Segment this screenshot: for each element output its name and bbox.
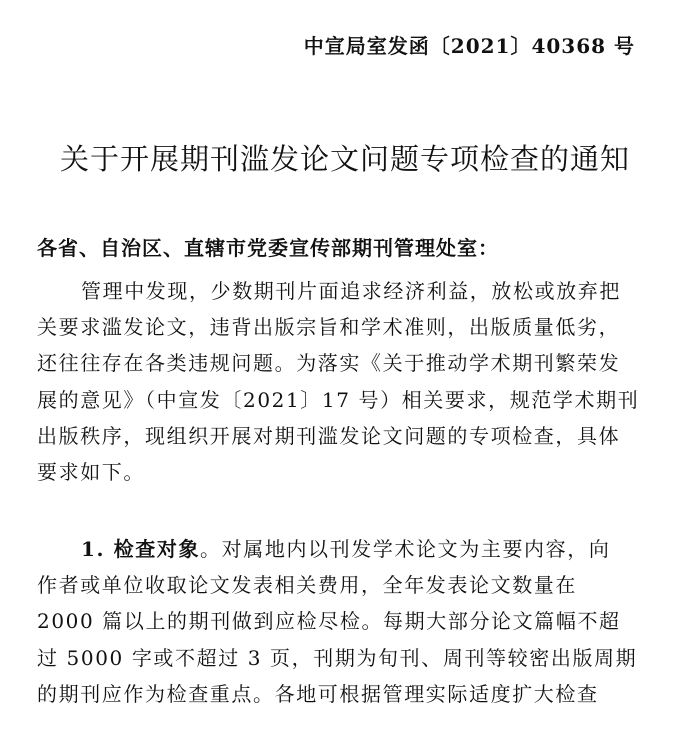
paragraph-line: 过 5000 字或不超过 3 页，刊期为旬刊、周刊等较密出版周期	[37, 645, 638, 670]
paragraph-text: 。对属地内以刊发学术论文为主要内容，向	[200, 537, 611, 561]
paragraph-line: 展的意见》（中宣发〔2021〕17 号）相关要求，规范学术期刊	[37, 387, 640, 412]
document-number: 中宣局室发函〔2021〕40368 号	[303, 34, 635, 58]
paragraph-line: 出版秩序，现组织开展对期刊滥发论文问题的专项检查，具体	[37, 423, 621, 448]
paragraph-line	[37, 531, 657, 567]
paragraph-line: 关要求滥发论文，违背出版宗旨和学术准则，出版质量低劣，	[37, 315, 621, 340]
paragraph-line: 作者或单位收取论文发表相关费用，全年发表论文数量在	[37, 573, 577, 598]
salutation: 各省、自治区、直辖市党委宣传部期刊管理处室：	[37, 236, 499, 260]
paragraph-line: 管理中发现，少数期刊片面追求经济利益，放松或放弃把	[81, 279, 621, 303]
section-heading: 1. 检查对象	[81, 537, 201, 561]
paragraph-line: 的期刊应作为检查重点。各地可根据管理实际适度扩大检查	[37, 681, 599, 706]
paragraph-line: 还往往存在各类违规问题。为落实《关于推动学术期刊繁荣发	[37, 351, 621, 376]
paragraph-line: 2000 篇以上的期刊做到应检尽检。每期大部分论文篇幅不超	[37, 609, 621, 634]
paragraph-1	[37, 273, 657, 490]
paragraph-line: 要求如下。	[37, 460, 145, 485]
paragraph-2	[37, 531, 657, 712]
document-title: 关于开展期刊滥发论文问题专项检查的通知	[59, 142, 630, 176]
